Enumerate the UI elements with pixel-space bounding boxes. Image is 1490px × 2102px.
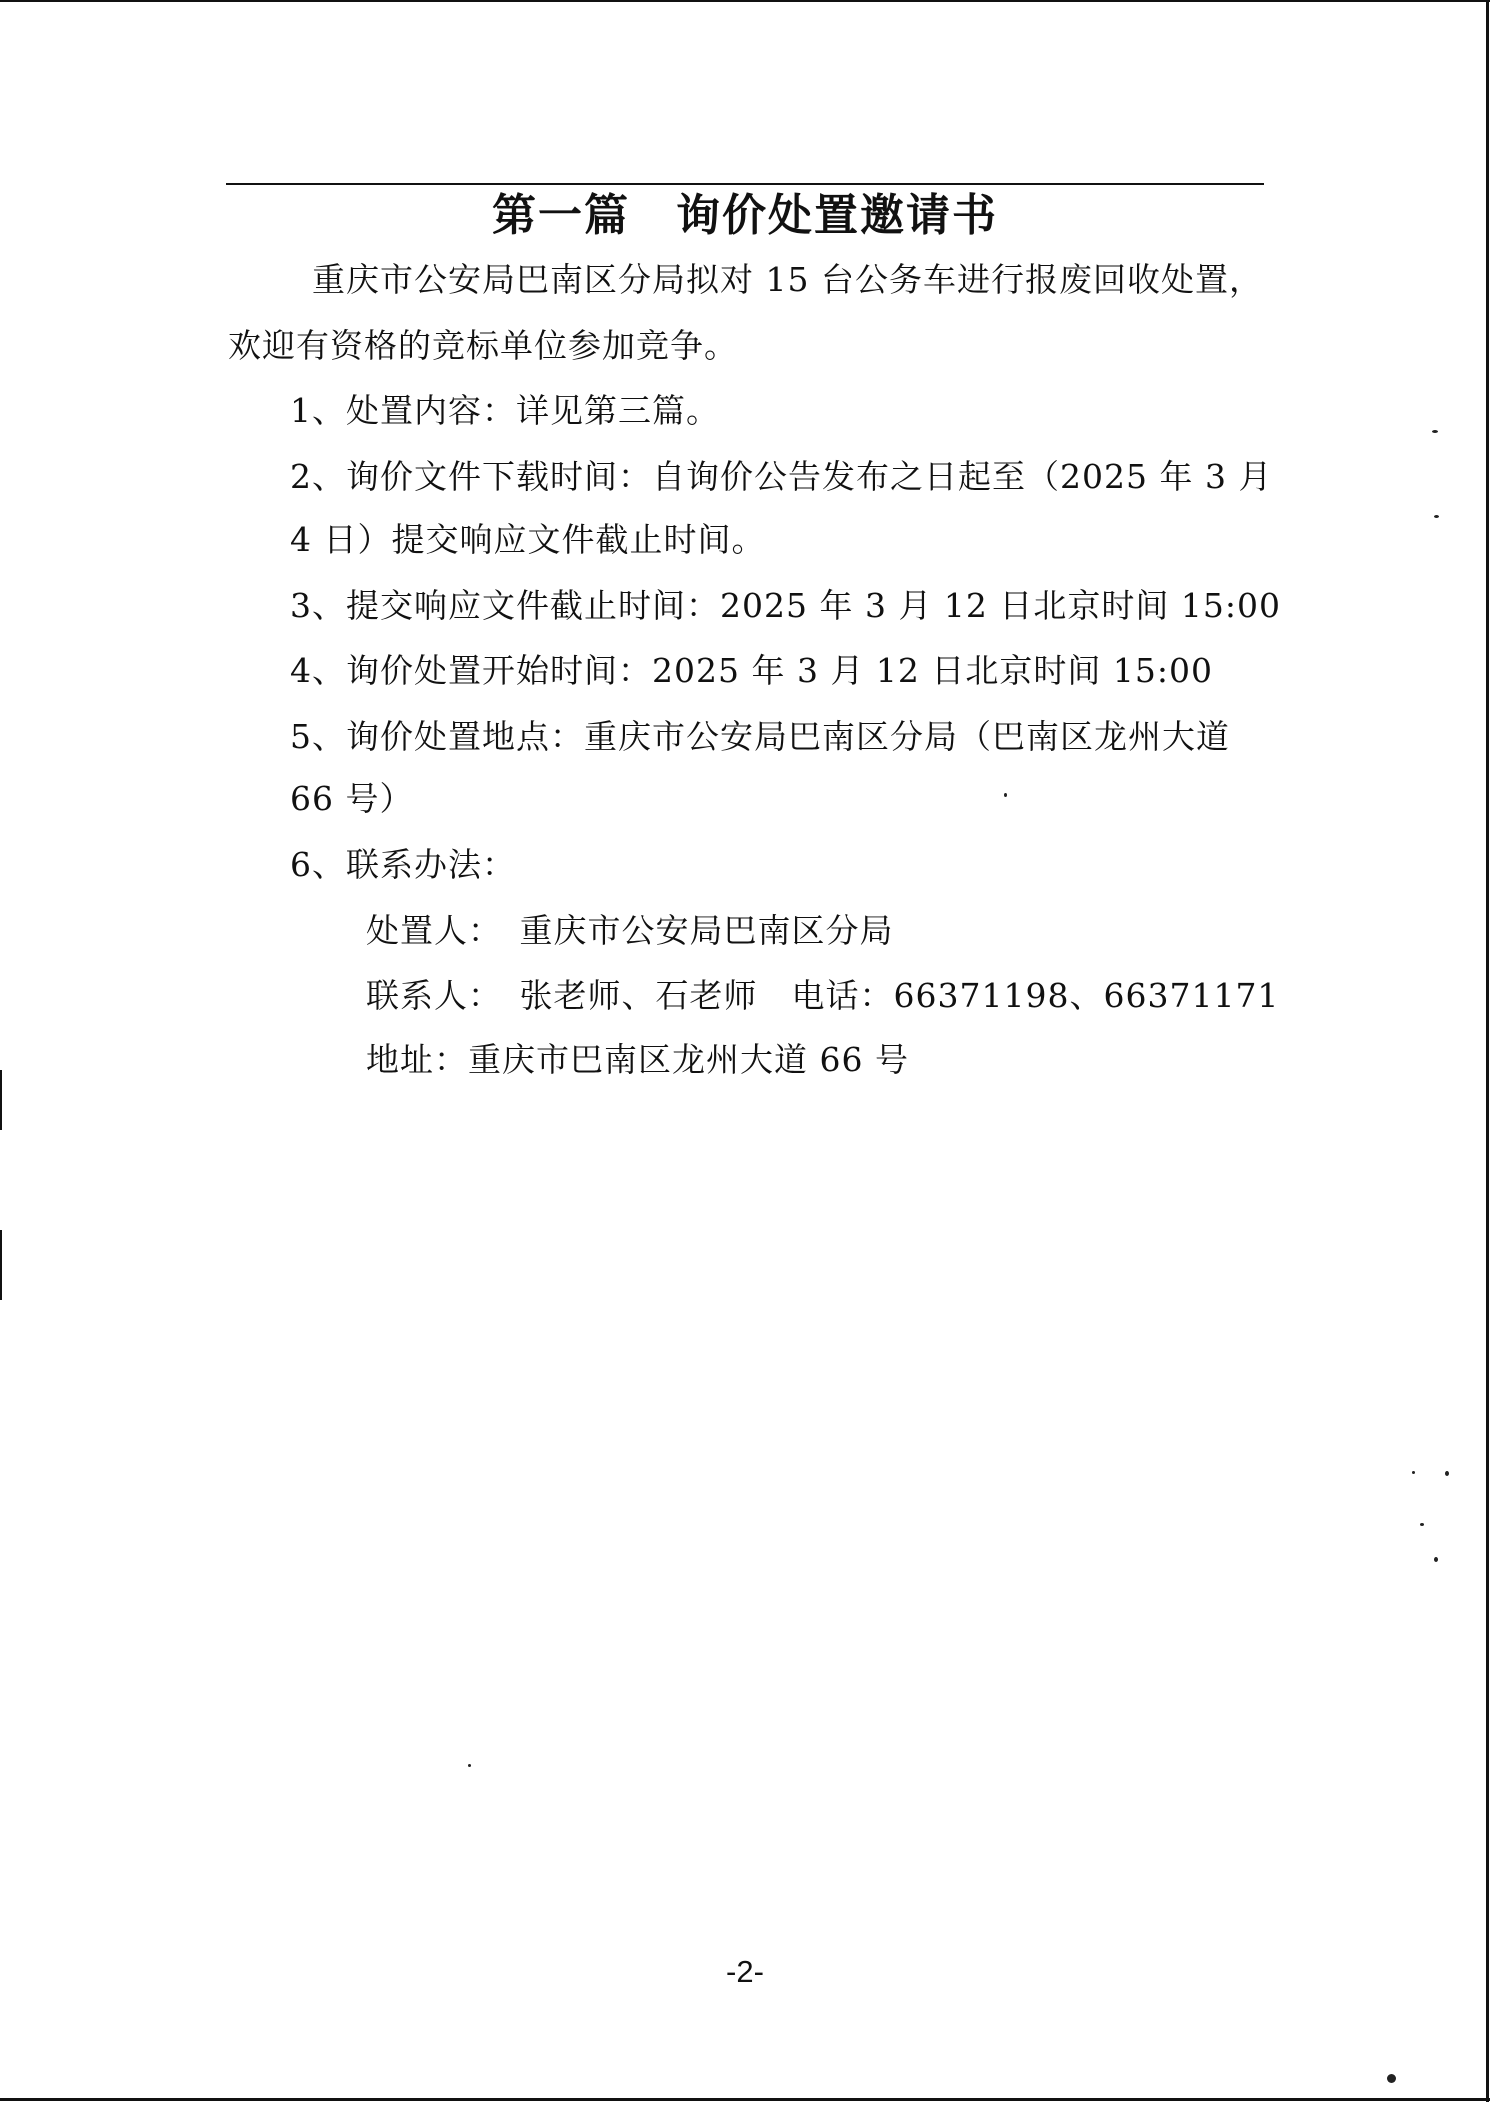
item-6: 6、联系办法： [290, 845, 516, 884]
scan-speck [468, 1764, 471, 1767]
header-rule [226, 183, 1264, 185]
contact-disposer: 处置人： 重庆市公安局巴南区分局 [366, 911, 894, 950]
page-number: -2- [726, 1954, 764, 1989]
item-3: 3、提交响应文件截止时间：2025 年 3 月 12 日北京时间 15:00 [290, 586, 1282, 625]
contact-address: 地址：重庆市巴南区龙州大道 66 号 [366, 1040, 909, 1079]
scan-top-edge [0, 0, 1490, 2]
scan-right-edge [1486, 0, 1489, 2102]
contact-person: 联系人： 张老师、石老师 电话：66371198、66371171 [366, 976, 1280, 1015]
scan-left-mark-1 [0, 1070, 2, 1130]
item-5-line-1: 5、询价处置地点：重庆市公安局巴南区分局（巴南区龙州大道 [290, 717, 1230, 756]
scan-left-mark-2 [0, 1230, 2, 1300]
item-4: 4、询价处置开始时间：2025 年 3 月 12 日北京时间 15:00 [290, 651, 1214, 690]
page-title: 第一篇 询价处置邀请书 [492, 190, 998, 241]
scan-speck [1434, 1557, 1438, 1562]
item-2-line-2: 4 日）提交响应文件截止时间。 [290, 520, 766, 559]
scan-speck [1004, 793, 1007, 797]
scan-speck [1434, 515, 1439, 518]
scan-speck [1412, 1471, 1415, 1474]
item-1: 1、处置内容：详见第三篇。 [290, 391, 720, 430]
scan-bottom-edge [0, 2098, 1490, 2101]
item-2-line-1: 2、询价文件下载时间：自询价公告发布之日起至（2025 年 3 月 [290, 457, 1273, 496]
scan-speck [1432, 430, 1438, 433]
scan-speck [1445, 1471, 1449, 1476]
scan-speck [1420, 1523, 1424, 1526]
item-5-line-2: 66 号） [290, 779, 414, 818]
intro-line-2: 欢迎有资格的竞标单位参加竞争。 [228, 326, 738, 365]
intro-line-1: 重庆市公安局巴南区分局拟对 15 台公务车进行报废回收处置， [312, 260, 1263, 299]
scan-speck [1387, 2074, 1396, 2083]
